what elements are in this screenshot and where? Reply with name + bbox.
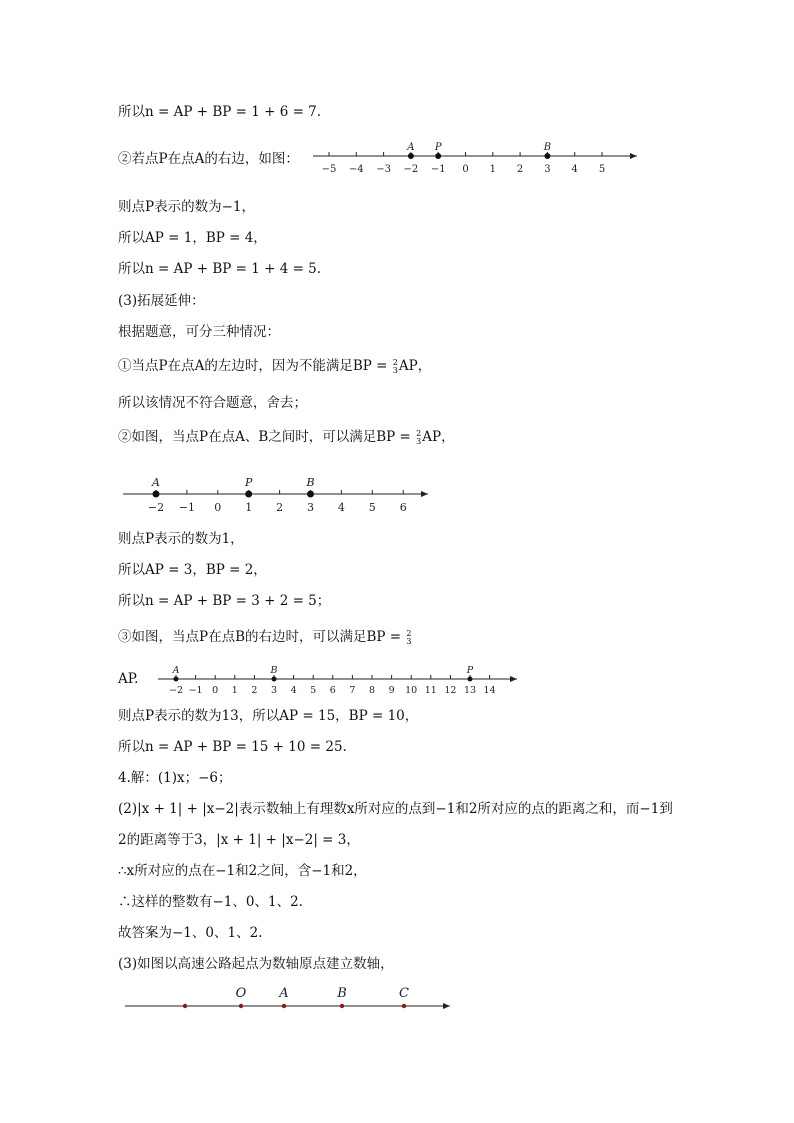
line-22: ∴这样的整数有−1、0、1、2. bbox=[118, 894, 303, 910]
tick-label: 5 bbox=[598, 164, 606, 175]
point-label: P bbox=[466, 665, 474, 676]
tick-label: 5 bbox=[310, 685, 317, 696]
tick-label: 13 bbox=[463, 685, 477, 696]
line-8 bbox=[118, 357, 431, 375]
tick-label: 8 bbox=[368, 685, 376, 696]
tick-label: 0 bbox=[212, 685, 219, 696]
point-label: A bbox=[172, 665, 180, 676]
point-dot bbox=[468, 677, 473, 682]
tick-label: 3 bbox=[544, 164, 551, 175]
axis-arrow bbox=[630, 153, 637, 159]
point-dot bbox=[153, 491, 160, 498]
tick-label: −1 bbox=[178, 501, 196, 514]
tick-label: 2 bbox=[516, 164, 524, 175]
point-label: A bbox=[152, 476, 160, 489]
point-label: P bbox=[434, 142, 442, 153]
tick-label: 4 bbox=[337, 501, 345, 514]
tick-label: −1 bbox=[188, 685, 203, 696]
tick-label: −2 bbox=[147, 501, 165, 514]
point-dot bbox=[282, 1004, 286, 1008]
line-1: 所以n = AP + BP = 1 + 6 = 7. bbox=[118, 104, 322, 120]
point-label: A bbox=[407, 142, 415, 153]
line-18: 4.解：(1)x；−6； bbox=[118, 770, 232, 786]
point-label: B bbox=[270, 665, 278, 676]
fraction-den: 3 bbox=[416, 436, 422, 446]
line-9: 所以该情况不符合题意，舍去； bbox=[118, 395, 307, 411]
number-line-3 bbox=[155, 658, 525, 698]
line-8-text: ①当点P在点A的左边时，因为不能满足BP = bbox=[118, 358, 392, 374]
axis-arrow bbox=[421, 491, 428, 497]
tick-label: 7 bbox=[349, 685, 356, 696]
tick-label: 6 bbox=[329, 685, 336, 696]
line-4: 所以AP = 1，BP = 4， bbox=[118, 230, 267, 246]
tick-label: 10 bbox=[405, 685, 418, 696]
tick-label: 4 bbox=[571, 164, 578, 175]
tick-label: −5 bbox=[321, 164, 337, 175]
tick-label: 0 bbox=[462, 164, 469, 175]
tick-label: −2 bbox=[168, 685, 184, 696]
line-7: 根据题意，可分三种情况： bbox=[118, 324, 280, 340]
fraction-den: 3 bbox=[406, 636, 412, 646]
axis-arrow bbox=[510, 676, 517, 682]
tick-label: 14 bbox=[483, 685, 496, 696]
number-line-1 bbox=[310, 136, 640, 180]
tick-label: 1 bbox=[245, 501, 253, 514]
fraction bbox=[416, 430, 421, 446]
line-24: (3)如图以高速公路起点为数轴原点建立数轴， bbox=[118, 956, 394, 972]
axis-arrow bbox=[443, 1003, 450, 1009]
point-label: B bbox=[306, 476, 315, 489]
line-12: 所以AP = 3，BP = 2， bbox=[118, 562, 267, 578]
line-6: (3)拓展延伸： bbox=[118, 293, 205, 309]
line-2: ②若点P在点A的右边，如图： bbox=[118, 151, 299, 167]
fraction-num: 2 bbox=[416, 428, 422, 438]
tick-label: 11 bbox=[424, 685, 437, 696]
line-20: 2的距离等于3，|x + 1| + |x−2| = 3， bbox=[118, 832, 360, 848]
tick-label: 12 bbox=[444, 685, 457, 696]
tick-label: −4 bbox=[348, 164, 364, 175]
tick-label: 5 bbox=[368, 501, 376, 514]
tick-label: −3 bbox=[376, 164, 391, 175]
line-19: (2)|x + 1| + |x−2|表示数轴上有理数x所对应的点到−1和2所对应的点的距离之和，而−1到 bbox=[118, 801, 673, 817]
line-17: 所以n = AP + BP = 15 + 10 = 25. bbox=[118, 739, 347, 755]
fraction-num: 2 bbox=[392, 357, 398, 367]
line-10-text: ②如图，当点P在点A、B之间时，可以满足BP = bbox=[118, 429, 416, 445]
line-3: 则点P表示的数为−1， bbox=[118, 199, 255, 215]
number-line-2 bbox=[120, 470, 440, 516]
point-dot bbox=[340, 1004, 344, 1008]
tick-label: 6 bbox=[399, 501, 407, 514]
point-dot bbox=[183, 1004, 187, 1008]
point-label: B bbox=[543, 142, 552, 153]
point-dot bbox=[402, 1004, 406, 1008]
tick-label: 4 bbox=[290, 685, 297, 696]
tick-label: 3 bbox=[270, 685, 278, 696]
point-dot bbox=[174, 677, 179, 682]
tick-label: 9 bbox=[388, 685, 395, 696]
point-dot bbox=[307, 491, 314, 498]
point-dot bbox=[544, 153, 550, 159]
line-10 bbox=[118, 428, 455, 446]
point-label: P bbox=[244, 476, 253, 489]
point-label: O bbox=[235, 986, 247, 1001]
tick-label: 1 bbox=[231, 685, 238, 696]
tick-label: 0 bbox=[214, 501, 222, 514]
line-16: 则点P表示的数为13，所以AP = 15，BP = 10， bbox=[118, 708, 419, 724]
line-8-tail: AP， bbox=[398, 358, 432, 374]
point-dot bbox=[272, 677, 277, 682]
tick-label: 3 bbox=[307, 501, 314, 514]
tick-label: −1 bbox=[430, 164, 446, 175]
fraction-num: 2 bbox=[406, 628, 412, 638]
fraction bbox=[393, 359, 398, 375]
tick-label: 1 bbox=[489, 164, 496, 175]
point-label: A bbox=[279, 986, 289, 1001]
line-23: 故答案为−1、0、1、2. bbox=[118, 925, 263, 941]
line-14 bbox=[118, 628, 413, 646]
number-line-4 bbox=[120, 982, 460, 1018]
line-15: AP. bbox=[118, 671, 139, 687]
line-11: 则点P表示的数为1， bbox=[118, 531, 244, 547]
point-dot bbox=[245, 491, 252, 498]
line-10-tail: AP， bbox=[422, 429, 455, 445]
fraction bbox=[406, 630, 411, 646]
line-13: 所以n = AP + BP = 3 + 2 = 5； bbox=[118, 593, 331, 609]
point-dot bbox=[435, 153, 441, 159]
fraction-den: 3 bbox=[392, 365, 398, 375]
tick-label: 2 bbox=[276, 501, 284, 514]
point-label: C bbox=[399, 986, 409, 1001]
point-dot bbox=[239, 1004, 243, 1008]
line-21: ∴x所对应的点在−1和2之间，含−1和2， bbox=[118, 863, 367, 879]
line-5: 所以n = AP + BP = 1 + 4 = 5. bbox=[118, 261, 322, 277]
line-14-text: ③如图，当点P在点B的右边时，可以满足BP = bbox=[118, 629, 406, 645]
tick-label: −2 bbox=[403, 164, 419, 175]
tick-label: 2 bbox=[251, 685, 258, 696]
point-label: B bbox=[337, 986, 347, 1001]
point-dot bbox=[408, 153, 414, 159]
